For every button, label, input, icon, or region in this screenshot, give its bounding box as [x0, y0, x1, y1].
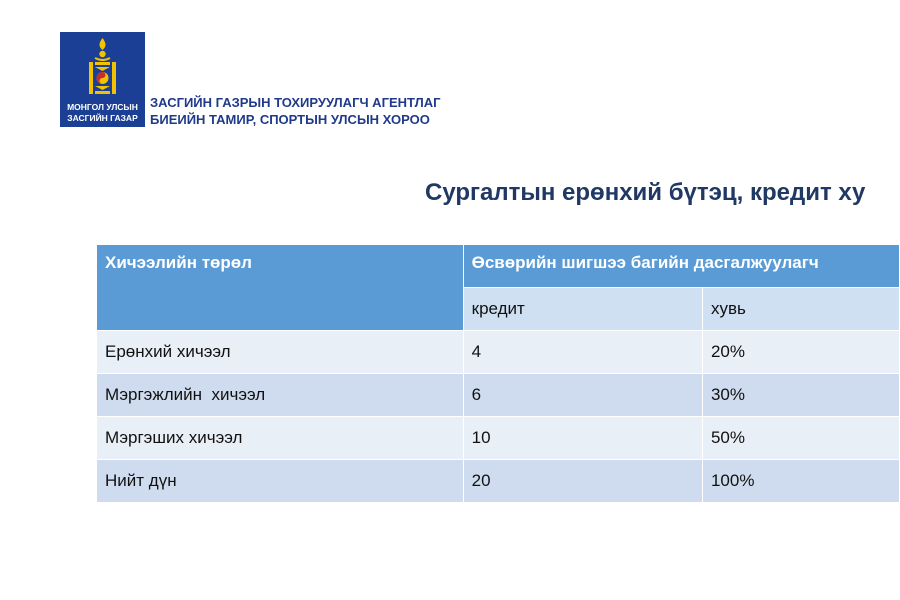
table-row: [97, 460, 900, 503]
row-percent: 20%: [702, 331, 899, 374]
row-course-type: Мэргэших хичээл: [97, 417, 464, 460]
subheader-percent: хувь: [702, 288, 899, 331]
table-row: [97, 417, 900, 460]
subheader-credit: кредит: [463, 288, 702, 331]
row-credit: 6: [463, 374, 702, 417]
header-coach-group: Өсвөрийн шигшээ багийн дасгалжуулагч: [463, 245, 899, 288]
row-credit: 20: [463, 460, 702, 503]
row-credit: 4: [463, 331, 702, 374]
credit-table: [96, 244, 900, 503]
government-logo: [60, 32, 145, 127]
table-header-row: [97, 245, 900, 288]
slide-title: Сургалтын ерөнхий бүтэц, кредит ху: [425, 179, 866, 206]
agency-line-2: БИЕИЙН ТАМИР, СПОРТЫН УЛСЫН ХОРОО: [150, 112, 430, 127]
agency-line-1: ЗАСГИЙН ГАЗРЫН ТОХИРУУЛАГЧ АГЕНТЛАГ: [150, 95, 441, 110]
table-row: [97, 331, 900, 374]
row-course-type: Ерөнхий хичээл: [97, 331, 464, 374]
row-percent: 50%: [702, 417, 899, 460]
logo-text-line2: ЗАСГИЙН ГАЗАР: [67, 113, 138, 123]
row-course-type: Мэргэжлийн хичээл: [97, 374, 464, 417]
row-course-type: Нийт дүн: [97, 460, 464, 503]
logo-text-line1: МОНГОЛ УЛСЫН: [67, 102, 138, 112]
soyombo-emblem-icon: [60, 32, 145, 102]
row-percent: 30%: [702, 374, 899, 417]
agency-name: [150, 94, 441, 128]
row-credit: 10: [463, 417, 702, 460]
header-course-type: Хичээлийн төрөл: [97, 245, 464, 331]
table-row: [97, 374, 900, 417]
row-percent: 100%: [702, 460, 899, 503]
